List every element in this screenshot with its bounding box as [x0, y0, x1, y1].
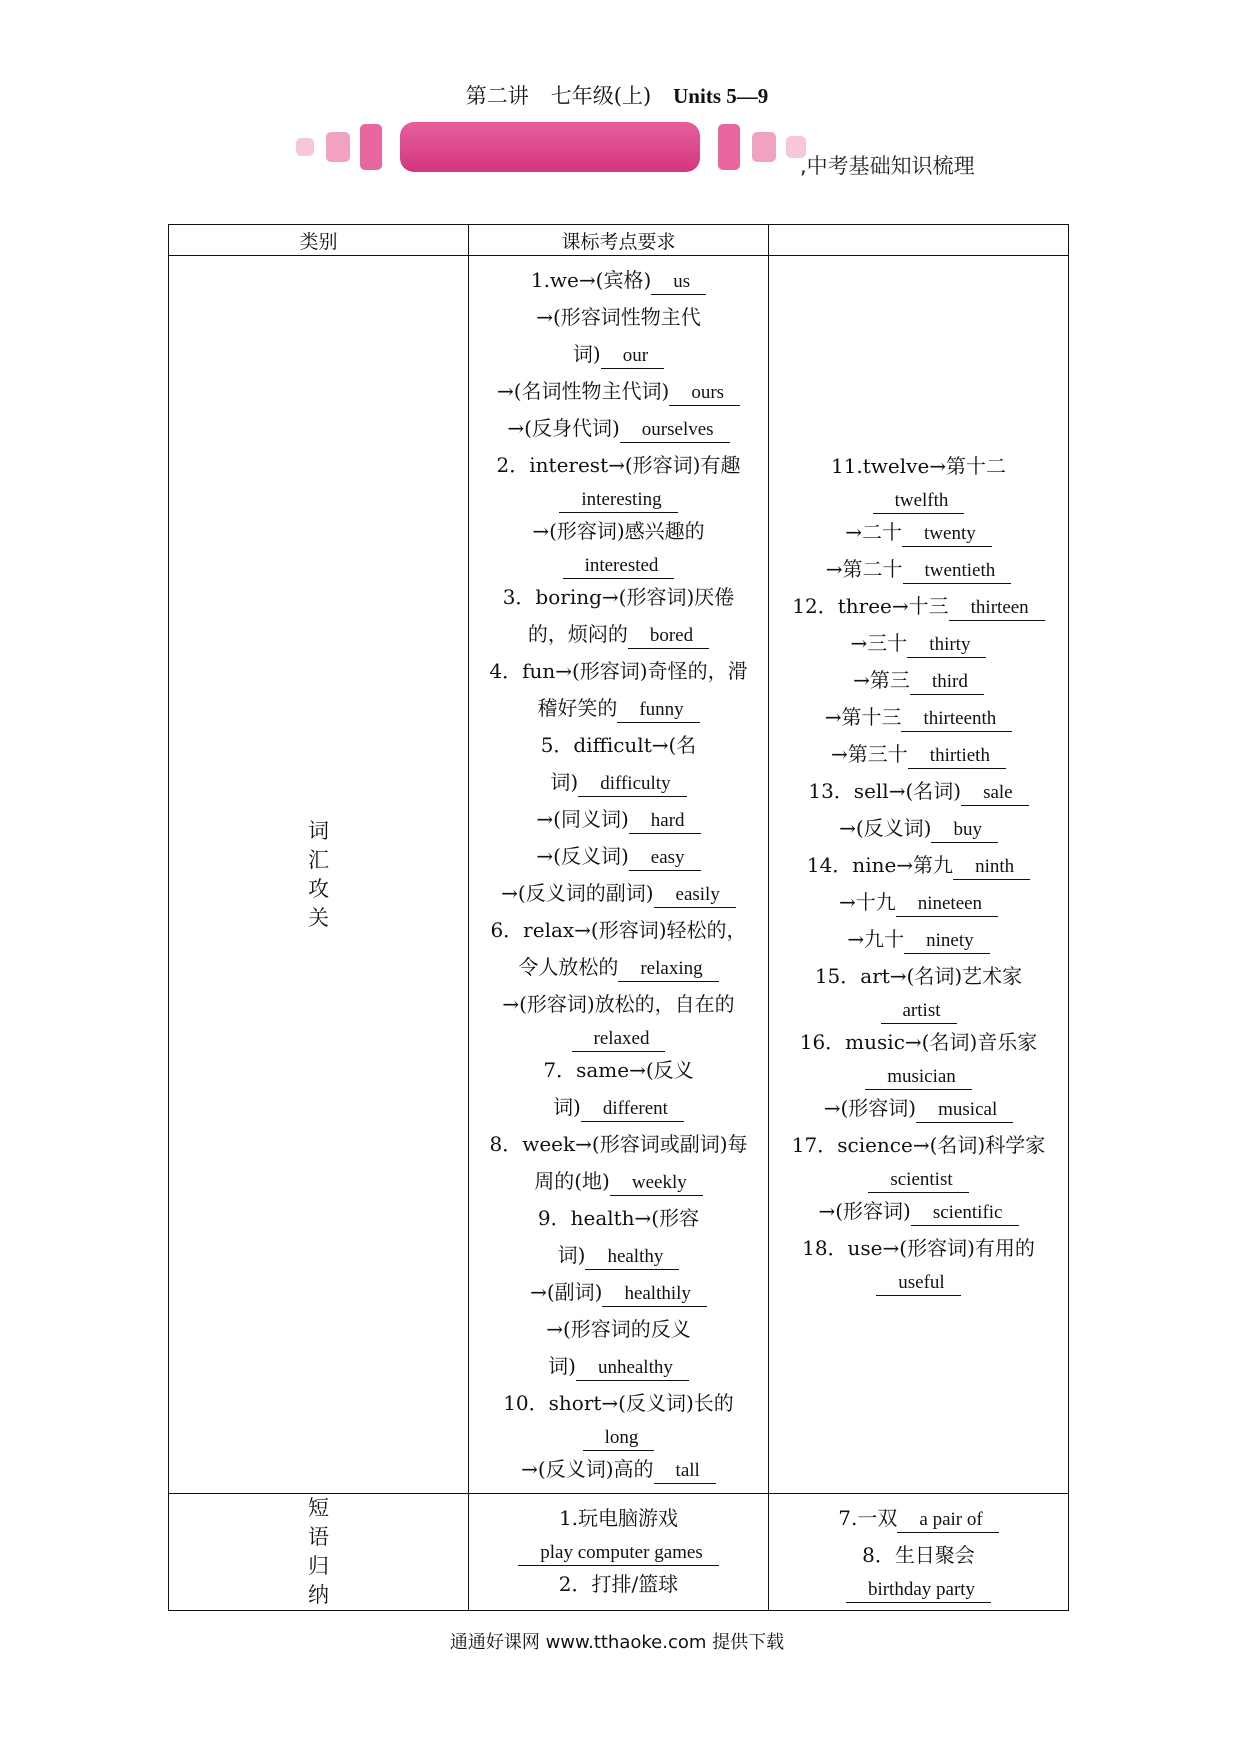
entry-prompt: →(形容词) [818, 1199, 911, 1223]
entry-line [473, 1163, 764, 1200]
entry-answer: interested [563, 554, 675, 579]
entry-line [473, 1274, 764, 1311]
entry-prompt: 9．health→(形容 [537, 1206, 700, 1230]
entry-prompt: →第十三 [824, 705, 902, 729]
entry-prompt: 18．use→(形容词)有用的 [802, 1236, 1035, 1260]
entry-line [773, 1230, 1064, 1267]
entry-line [473, 1200, 764, 1237]
category-char: 关 [308, 905, 329, 930]
entry-prompt: 17．science→(名词)科学家 [791, 1133, 1046, 1157]
entry-line [773, 662, 1064, 699]
units-label: Units 5—9 [673, 84, 769, 108]
entry-line [473, 447, 764, 484]
entry-prompt: →第三十 [831, 742, 908, 766]
entry-prompt: →(形容词性物主代 [536, 305, 701, 329]
entry-answer: interesting [559, 488, 677, 513]
entry-prompt: 11.twelve→第十二 [830, 454, 1007, 478]
entry-prompt: 1.玩电脑游戏 [558, 1506, 679, 1530]
entry-line [473, 653, 764, 690]
entry-line [773, 448, 1064, 485]
entry-prompt: 词) [548, 1354, 576, 1378]
entry-prompt: →(形容词)感兴趣的 [532, 519, 705, 543]
category-char: 纳 [308, 1583, 329, 1607]
entry-prompt: →(形容词的反义 [546, 1317, 691, 1341]
entry-answer: twentieth [903, 559, 1012, 584]
entry-line [473, 1385, 764, 1422]
entry-line [473, 1089, 764, 1126]
entry-answer: thirty [907, 633, 986, 658]
entry-prompt: 2．打排/篮球 [558, 1572, 679, 1596]
entry-line [473, 262, 764, 299]
phrase-column-1 [469, 1494, 769, 1611]
entry-answer: thirtieth [908, 744, 1006, 769]
entry-line [473, 801, 764, 838]
phrase-category-cell [169, 1494, 469, 1611]
entry-prompt: 14．nine→第九 [806, 853, 954, 877]
entry-line [773, 884, 1064, 921]
entry-line [473, 690, 764, 727]
category-char: 短 [308, 1496, 329, 1520]
entry-prompt: 7.一双 [838, 1506, 898, 1530]
entry-prompt: 10．short→(反义词)长的 [503, 1391, 734, 1415]
entry-answer: funny [617, 698, 699, 723]
entry-prompt: →三十 [850, 631, 908, 655]
entry-answer: birthday party [846, 1578, 991, 1603]
entry-prompt: 3．boring→(形容词)厌倦 [502, 585, 735, 609]
entry-prompt: 1.we→(宾格) [530, 268, 652, 292]
category-char: 汇 [308, 847, 329, 872]
entry-line [773, 810, 1064, 847]
entry-line [773, 551, 1064, 588]
entry-line [773, 1537, 1064, 1574]
entry-line [473, 616, 764, 653]
vocab-column-1 [469, 256, 769, 1494]
entry-answer: easily [654, 883, 736, 908]
entry-prompt: 6．relax→(形容词)轻松的， [490, 918, 747, 942]
entry-prompt: 12．three→十三 [792, 594, 949, 618]
entry-line [773, 995, 1064, 1024]
entry-prompt: →(反身代词) [507, 416, 620, 440]
grade-label: 七年级(上) [550, 84, 652, 108]
entry-answer: nineteen [896, 892, 998, 917]
entry-answer: hard [629, 809, 701, 834]
entry-prompt: →九十 [847, 927, 905, 951]
entry-line [773, 1164, 1064, 1193]
entry-prompt: 2．interest→(形容词)有趣 [496, 453, 741, 477]
entry-answer: us [651, 270, 706, 295]
vocab-row [169, 256, 1069, 1494]
entry-line [473, 1451, 764, 1488]
entry-line [473, 912, 764, 949]
entry-answer: musical [916, 1098, 1013, 1123]
entry-line [773, 1127, 1064, 1164]
entry-answer: our [601, 344, 664, 369]
entry-prompt: →十九 [838, 890, 896, 914]
entry-line [473, 1348, 764, 1385]
entry-line [473, 1126, 764, 1163]
entry-line [773, 847, 1064, 884]
entry-prompt: 16．music→(名词)音乐家 [799, 1030, 1038, 1054]
entry-prompt: 的，烦闷的 [527, 622, 628, 646]
entry-answer: bored [628, 624, 709, 649]
banner-square-2 [326, 132, 350, 162]
banner-pill [400, 122, 700, 172]
entry-line [773, 1267, 1064, 1296]
phrase-row [169, 1494, 1069, 1611]
entry-line [773, 514, 1064, 551]
entry-line [473, 949, 764, 986]
entry-line [773, 588, 1064, 625]
entry-line [473, 410, 764, 447]
entry-line [473, 1237, 764, 1274]
entry-answer: healthily [602, 1282, 706, 1307]
entry-prompt: 周的(地) [534, 1169, 610, 1193]
entry-prompt: 词) [557, 1243, 586, 1267]
entry-line [473, 550, 764, 579]
header-empty [769, 225, 1069, 256]
entry-answer: easy [629, 846, 701, 871]
entry-line [473, 336, 764, 373]
entry-line [473, 1500, 764, 1537]
section-banner [0, 122, 1234, 178]
entry-line [473, 484, 764, 513]
entry-answer: scientific [911, 1201, 1019, 1226]
phrase-column-2 [769, 1494, 1069, 1611]
entry-line [473, 299, 764, 336]
entry-answer: relaxing [618, 957, 718, 982]
entry-line [473, 875, 764, 912]
vocab-column-2 [769, 256, 1069, 1494]
entry-prompt: 词) [553, 1095, 581, 1119]
entry-answer: relaxed [572, 1027, 666, 1052]
entry-line [473, 1052, 764, 1089]
entry-answer: scientist [868, 1168, 968, 1193]
entry-prompt: 15．art→(名词)艺术家 [814, 964, 1023, 988]
entry-line [473, 1537, 764, 1566]
knowledge-table [168, 224, 1069, 1611]
entry-prompt: 8．生日聚会 [862, 1543, 975, 1567]
entry-prompt: 词) [550, 770, 579, 794]
entry-prompt: →(反义词) [536, 844, 629, 868]
entry-answer: difficulty [578, 772, 686, 797]
banner-square-4 [718, 124, 740, 170]
table-header-row [169, 225, 1069, 256]
entry-answer: a pair of [897, 1508, 998, 1533]
entry-answer: unhealthy [576, 1356, 689, 1381]
entry-line [773, 1500, 1064, 1537]
entry-prompt: 7．same→(反义 [543, 1058, 694, 1082]
category-char: 词 [308, 818, 329, 843]
category-char: 归 [308, 1554, 329, 1578]
entry-prompt: 13．sell→(名词) [808, 779, 962, 803]
entry-prompt: →(反义词的副词) [501, 881, 654, 905]
entry-prompt: 稽好笑的 [537, 696, 618, 720]
entry-line [773, 1061, 1064, 1090]
page-footer: 通通好课网 www.tthaoke.com 提供下载 [449, 1632, 785, 1653]
entry-line [773, 485, 1064, 514]
entry-prompt: →(形容词)放松的，自在的 [502, 992, 735, 1016]
entry-prompt: 4．fun→(形容词)奇怪的，滑 [489, 659, 748, 683]
entry-line [773, 625, 1064, 662]
entry-prompt: →第二十 [825, 557, 903, 581]
entry-answer: long [583, 1426, 655, 1451]
banner-square-5 [752, 132, 776, 162]
entry-line [473, 1023, 764, 1052]
entry-answer: weekly [610, 1171, 703, 1196]
banner-square-3 [360, 124, 382, 170]
entry-line [773, 1090, 1064, 1127]
entry-answer: ninth [953, 855, 1030, 880]
entry-line [773, 921, 1064, 958]
lecture-label: 第二讲 [465, 84, 529, 108]
page-header [0, 80, 1234, 110]
entry-prompt: 令人放松的 [518, 955, 619, 979]
entry-prompt: 5．difficult→(名 [540, 733, 697, 757]
entry-answer: buy [931, 818, 998, 843]
entry-answer: ourselves [620, 418, 730, 443]
entry-line [773, 736, 1064, 773]
entry-prompt: →(形容词) [823, 1096, 917, 1120]
entry-answer: ninety [904, 929, 990, 954]
entry-prompt: →(反义词)高的 [521, 1457, 654, 1481]
entry-prompt: →(同义词) [536, 807, 629, 831]
entry-prompt: 8．week→(形容词或副词)每 [489, 1132, 748, 1156]
entry-answer: twenty [902, 522, 992, 547]
entry-prompt: →二十 [845, 520, 903, 544]
category-char: 语 [308, 1525, 329, 1549]
entry-line [773, 958, 1064, 995]
entry-prompt: →(名词性物主代词) [496, 379, 670, 403]
entry-line [773, 1193, 1064, 1230]
entry-line [473, 513, 764, 550]
banner-square-1 [296, 138, 314, 156]
entry-answer: healthy [585, 1245, 679, 1270]
entry-line [473, 764, 764, 801]
entry-line [473, 579, 764, 616]
entry-prompt: 词) [572, 342, 601, 366]
entry-prompt: →(反义词) [839, 816, 932, 840]
entry-answer: tall [654, 1459, 716, 1484]
entry-line [473, 1311, 764, 1348]
entry-line [473, 838, 764, 875]
entry-prompt: →(副词) [530, 1280, 603, 1304]
entry-answer: play computer games [518, 1541, 719, 1566]
entry-answer: musician [865, 1065, 972, 1090]
category-char: 攻 [308, 876, 329, 901]
entry-answer: different [581, 1097, 684, 1122]
entry-answer: sale [961, 781, 1029, 806]
entry-line [473, 1422, 764, 1451]
entry-line [773, 699, 1064, 736]
entry-line [773, 1574, 1064, 1603]
entry-line [473, 986, 764, 1023]
entry-answer: thirteen [949, 596, 1045, 621]
entry-answer: twelfth [873, 489, 965, 514]
entry-line [773, 773, 1064, 810]
entry-answer: thirteenth [901, 707, 1012, 732]
entry-answer: ours [669, 381, 740, 406]
entry-prompt: →第三 [853, 668, 910, 692]
entry-answer: third [910, 670, 984, 695]
entry-line [473, 727, 764, 764]
header-requirements: 课标考点要求 [469, 225, 769, 256]
entry-line [473, 1566, 764, 1603]
banner-text: ,中考基础知识梳理 [800, 154, 975, 178]
entry-line [473, 373, 764, 410]
header-category: 类别 [169, 225, 469, 256]
entry-answer: artist [881, 999, 957, 1024]
vocab-category-cell [169, 256, 469, 1494]
entry-line [773, 1024, 1064, 1061]
entry-answer: useful [876, 1271, 960, 1296]
